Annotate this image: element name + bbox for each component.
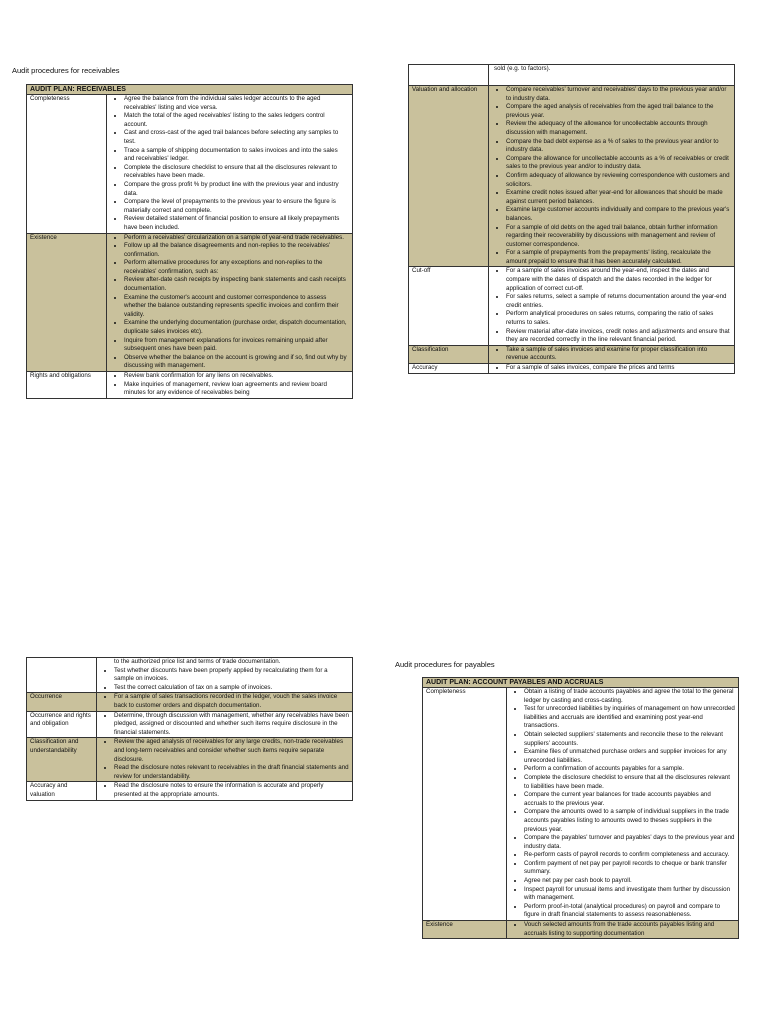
- procedure-list: [492, 364, 731, 373]
- procedure-list: [100, 738, 349, 781]
- procedure-item: • Compare the allowance for uncollectable accounts as a % of receivables or credit sales to the previous year and/or to industry data.: [506, 155, 731, 172]
- procedure-list: [110, 372, 349, 398]
- procedure-list: [100, 667, 349, 693]
- procedure-item: • Compare the payables' turnover and payables' days to the previous year and industry data.: [524, 834, 735, 851]
- table-row: [423, 921, 739, 939]
- table-title-row: [423, 678, 739, 688]
- procedure-item: • Obtain a listing of trade accounts payables and agree the total to the general ledger by casting and cross-casting.: [524, 688, 735, 705]
- procedure-item: • Perform proof-in-total (analytical procedures) on payroll and compare to figure in draft financial statements to assess reasonableness.: [524, 903, 735, 920]
- procedures-cell: [107, 233, 353, 372]
- assertion-label: Rights and obligations: [27, 372, 107, 399]
- assertion-label: Occurrence and rights and obligation: [27, 711, 97, 738]
- procedure-item: • Observe whether the balance on the account is growing and if so, find out why by discussing with management.: [124, 354, 349, 371]
- assertion-label: Existence: [27, 233, 107, 372]
- procedure-item: • Complete the disclosure checklist to ensure that all the disclosures relevant to receivables have been made.: [124, 164, 349, 181]
- procedures-cell: [489, 267, 735, 345]
- procedures-cell: [97, 658, 353, 693]
- procedure-item: • Compare the aged analysis of receivables from the aged trail balance to the previous year.: [506, 103, 731, 120]
- procedure-list: [100, 712, 349, 738]
- procedure-list: [100, 658, 349, 667]
- procedure-item: • Take a sample of sales invoices and examine for proper classification into revenue accounts.: [506, 346, 731, 363]
- procedure-item: • Vouch selected amounts from the trade accounts payables listing and accruals listing to supporting documentation: [524, 921, 735, 938]
- procedure-item: • Compare the bad debt expense as a % of sales to the previous year and/or to industry data.: [506, 138, 731, 155]
- procedure-item: • Read the disclosure notes to ensure the information is accurate and properly presented at the appropriate amounts.: [114, 782, 349, 799]
- procedure-list: [510, 688, 735, 920]
- assertion-label: Accuracy and valuation: [27, 782, 97, 800]
- receivables-table-title: AUDIT PLAN: RECEIVABLES: [27, 85, 353, 95]
- procedure-item: • Examine credit notes issued after year-end for allowances that should be made against current period balances.: [506, 189, 731, 206]
- receivables-audit-table: [26, 84, 353, 399]
- table-title-row: [27, 85, 353, 95]
- procedure-item: • Review after-date cash receipts by inspecting bank statements and cash receipts documentation.: [124, 276, 349, 293]
- receivables-continued-2-table: [26, 657, 353, 801]
- payables-heading: Audit procedures for payables: [395, 660, 495, 669]
- procedure-item: • Complete the disclosure checklist to ensure that all the disclosures relevant to liabilities have been made.: [524, 774, 735, 791]
- assertion-label: [409, 65, 489, 86]
- assertion-label: [27, 658, 97, 693]
- table-row: [27, 693, 353, 711]
- procedure-item: • Review the adequacy of the allowance for uncollectable accounts through discussion with management.: [506, 120, 731, 137]
- procedure-item: • Compare the amounts owed to a sample of individual suppliers in the trade accounts payables listing to amounts owed to theses suppliers in the previous year.: [524, 808, 735, 834]
- table-row: [27, 782, 353, 800]
- procedure-item: • Perform analytical procedures on sales returns, comparing the ratio of sales returns to sales.: [506, 310, 731, 327]
- procedures-cell: [489, 65, 735, 86]
- table-row: [423, 688, 739, 921]
- procedure-item: • Compare the gross profit % by product line with the previous year and industry data.: [124, 181, 349, 198]
- continued-text: to the authorized price list and terms of trade documentation.: [114, 658, 281, 665]
- procedure-list: [100, 782, 349, 799]
- payables-table-clip: [422, 677, 740, 1024]
- procedure-item: • Examine the underlying documentation (purchase order, dispatch documentation, duplicate sales invoices etc).: [124, 319, 349, 336]
- procedure-item: • Agree net pay per cash book to payroll.: [524, 877, 735, 886]
- procedures-cell: [97, 738, 353, 782]
- procedure-list: [110, 234, 349, 372]
- procedure-list: [492, 86, 731, 266]
- procedure-item: • Compare the current year balances for trade accounts payables and accruals to the previous year.: [524, 791, 735, 808]
- procedure-item: • Trace a sample of shipping documentation to sales invoices and into the sales and receivables' ledger.: [124, 147, 349, 164]
- assertion-label: Completeness: [423, 688, 507, 921]
- procedure-item: • Agree the balance from the individual sales ledger accounts to the aged receivables' listing and vice versa.: [124, 95, 349, 112]
- procedure-item: • Confirm payment of net pay per payroll records to cheque or bank transfer summary.: [524, 860, 735, 877]
- assertion-label: Accuracy: [409, 364, 489, 374]
- procedure-item: • Confirm adequacy of allowance by reviewing correspondence with customers and solicitors.: [506, 172, 731, 189]
- table-row: [27, 372, 353, 399]
- procedure-item: • Read the disclosure notes relevant to receivables in the draft financial statements and review for understandability.: [114, 764, 349, 781]
- procedure-item: • Inspect payroll for unusual items and investigate them further by discussion with management.: [524, 886, 735, 903]
- procedure-item: • Perform a confirmation of accounts payables for a sample.: [524, 765, 735, 774]
- procedures-cell: [97, 711, 353, 738]
- procedure-item: • Perform alternative procedures for any exceptions and non-replies to the receivables' confirmation, such as:: [124, 259, 349, 276]
- assertion-label: Cut-off: [409, 267, 489, 345]
- procedure-item: • For a sample of sales invoices around the year-end, inspect the dates and compare with the dates of dispatch and the dates recorded in the ledger for application of correct cut-off.: [506, 267, 731, 293]
- procedure-item: • Match the total of the aged receivables' listing to the sales ledgers control account.: [124, 112, 349, 129]
- procedure-item: • Inquire from management explanations for invoices remaining unpaid after subsequent ones have been paid.: [124, 337, 349, 354]
- table-row: [409, 65, 735, 86]
- procedure-item: • Obtain selected suppliers' statements and reconcile these to the relevant suppliers' accounts.: [524, 731, 735, 748]
- table-row: [409, 86, 735, 267]
- procedure-item: • Review bank confirmation for any liens on receivables.: [124, 372, 349, 381]
- procedure-item: • Perform a receivables' circularization on a sample of year-end trade receivables.: [124, 234, 349, 243]
- table-row: [409, 345, 735, 363]
- payables-audit-table: [422, 677, 739, 939]
- procedure-list: [492, 267, 731, 344]
- assertion-label: Occurrence: [27, 693, 97, 711]
- procedures-cell: [489, 345, 735, 363]
- procedure-item: • Compare receivables' turnover and receivables' days to the previous year and/or to industry data.: [506, 86, 731, 103]
- table-row: [27, 711, 353, 738]
- procedure-item: • Examine files of unmatched purchase orders and supplier invoices for any unrecorded liabilities.: [524, 748, 735, 765]
- receivables-heading: Audit procedures for receivables: [12, 66, 120, 75]
- payables-table-title: AUDIT PLAN: ACCOUNT PAYABLES AND ACCRUALS: [423, 678, 739, 688]
- procedure-item: • For a sample of old debts on the aged trail balance, obtain further information regarding their recoverability by discussions with management and review of customer correspondence.: [506, 224, 731, 250]
- assertion-label: Valuation and allocation: [409, 86, 489, 267]
- continued-text: sold (e.g. to factors).: [494, 65, 551, 72]
- procedures-cell: [107, 95, 353, 234]
- assertion-label: Classification and understandability: [27, 738, 97, 782]
- procedure-item: • Cast and cross-cast of the aged trail balances before selecting any samples to test.: [124, 129, 349, 146]
- procedure-item: • Test for unrecorded liabilities by inquiries of management on how unrecorded liabilities and accruals are identified and examining post year-end transactions.: [524, 705, 735, 731]
- procedure-item: • Examine large customer accounts individually and compare to the previous year's balances.: [506, 206, 731, 223]
- procedures-cell: [107, 372, 353, 399]
- table-row: [27, 658, 353, 693]
- assertion-label: Classification: [409, 345, 489, 363]
- procedure-list: [110, 95, 349, 233]
- procedure-item: • Determine, through discussion with management, whether any receivables have been pledged, assigned or discounted and whether such items require disclosure in the financial statements.: [114, 712, 349, 738]
- receivables-continued-table: [408, 64, 735, 374]
- procedure-item: • Compare the level of prepayments to the previous year to ensure the figure is materially correct and complete.: [124, 198, 349, 215]
- procedure-item: • Test the correct calculation of tax on a sample of invoices.: [114, 684, 349, 693]
- procedure-list: [492, 346, 731, 363]
- procedures-cell: [489, 364, 735, 374]
- procedures-cell: [507, 688, 739, 921]
- table-row: [27, 738, 353, 782]
- assertion-label: Existence: [423, 921, 507, 939]
- procedure-item: • Re-perform casts of payroll records to confirm completeness and accuracy.: [524, 851, 735, 860]
- procedures-cell: [489, 86, 735, 267]
- procedures-cell: [97, 693, 353, 711]
- table-row: [409, 267, 735, 345]
- procedures-cell: [507, 921, 739, 939]
- procedure-item: • Review material after-date invoices, credit notes and adjustments and ensure that they are recorded correctly in the line relevant financial period.: [506, 328, 731, 345]
- procedure-item: • For a sample of sales invoices, compare the prices and terms: [506, 364, 731, 373]
- procedure-item: • For sales returns, select a sample of returns documentation around the year-end credit entries.: [506, 293, 731, 310]
- procedure-item: • For a sample of sales transactions recorded in the ledger, vouch the sales invoice back to customer orders and dispatch documentation.: [114, 693, 349, 710]
- procedure-item: • Follow up all the balance disagreements and non-replies to the receivables' confirmation.: [124, 242, 349, 259]
- procedure-item: • For a sample of prepayments from the prepayments' listing, recalculate the amount prepaid to ensure that it has been accurately calculated.: [506, 249, 731, 266]
- procedures-cell: [97, 782, 353, 800]
- procedure-item: • Examine the customer's account and customer correspondence to assess whether the balance outstanding represents specific invoices and confirm their validity.: [124, 294, 349, 320]
- table-row: [27, 233, 353, 372]
- procedure-list: [510, 921, 735, 938]
- procedure-item: • Make inquiries of management, review loan agreements and review board minutes for any evidence of receivables being: [124, 381, 349, 398]
- procedure-item: • Review detailed statement of financial position to ensure all likely prepayments have been included.: [124, 215, 349, 232]
- procedure-item: • Review the aged analysis of receivables for any large credits, non-trade receivables and long-term receivables and consider whether such items require separate disclosure.: [114, 738, 349, 764]
- procedure-list: [100, 693, 349, 710]
- procedure-item: • Test whether discounts have been properly applied by recalculating them for a sample on invoices.: [114, 667, 349, 684]
- assertion-label: Completeness: [27, 95, 107, 234]
- table-row: [409, 364, 735, 374]
- table-row: [27, 95, 353, 234]
